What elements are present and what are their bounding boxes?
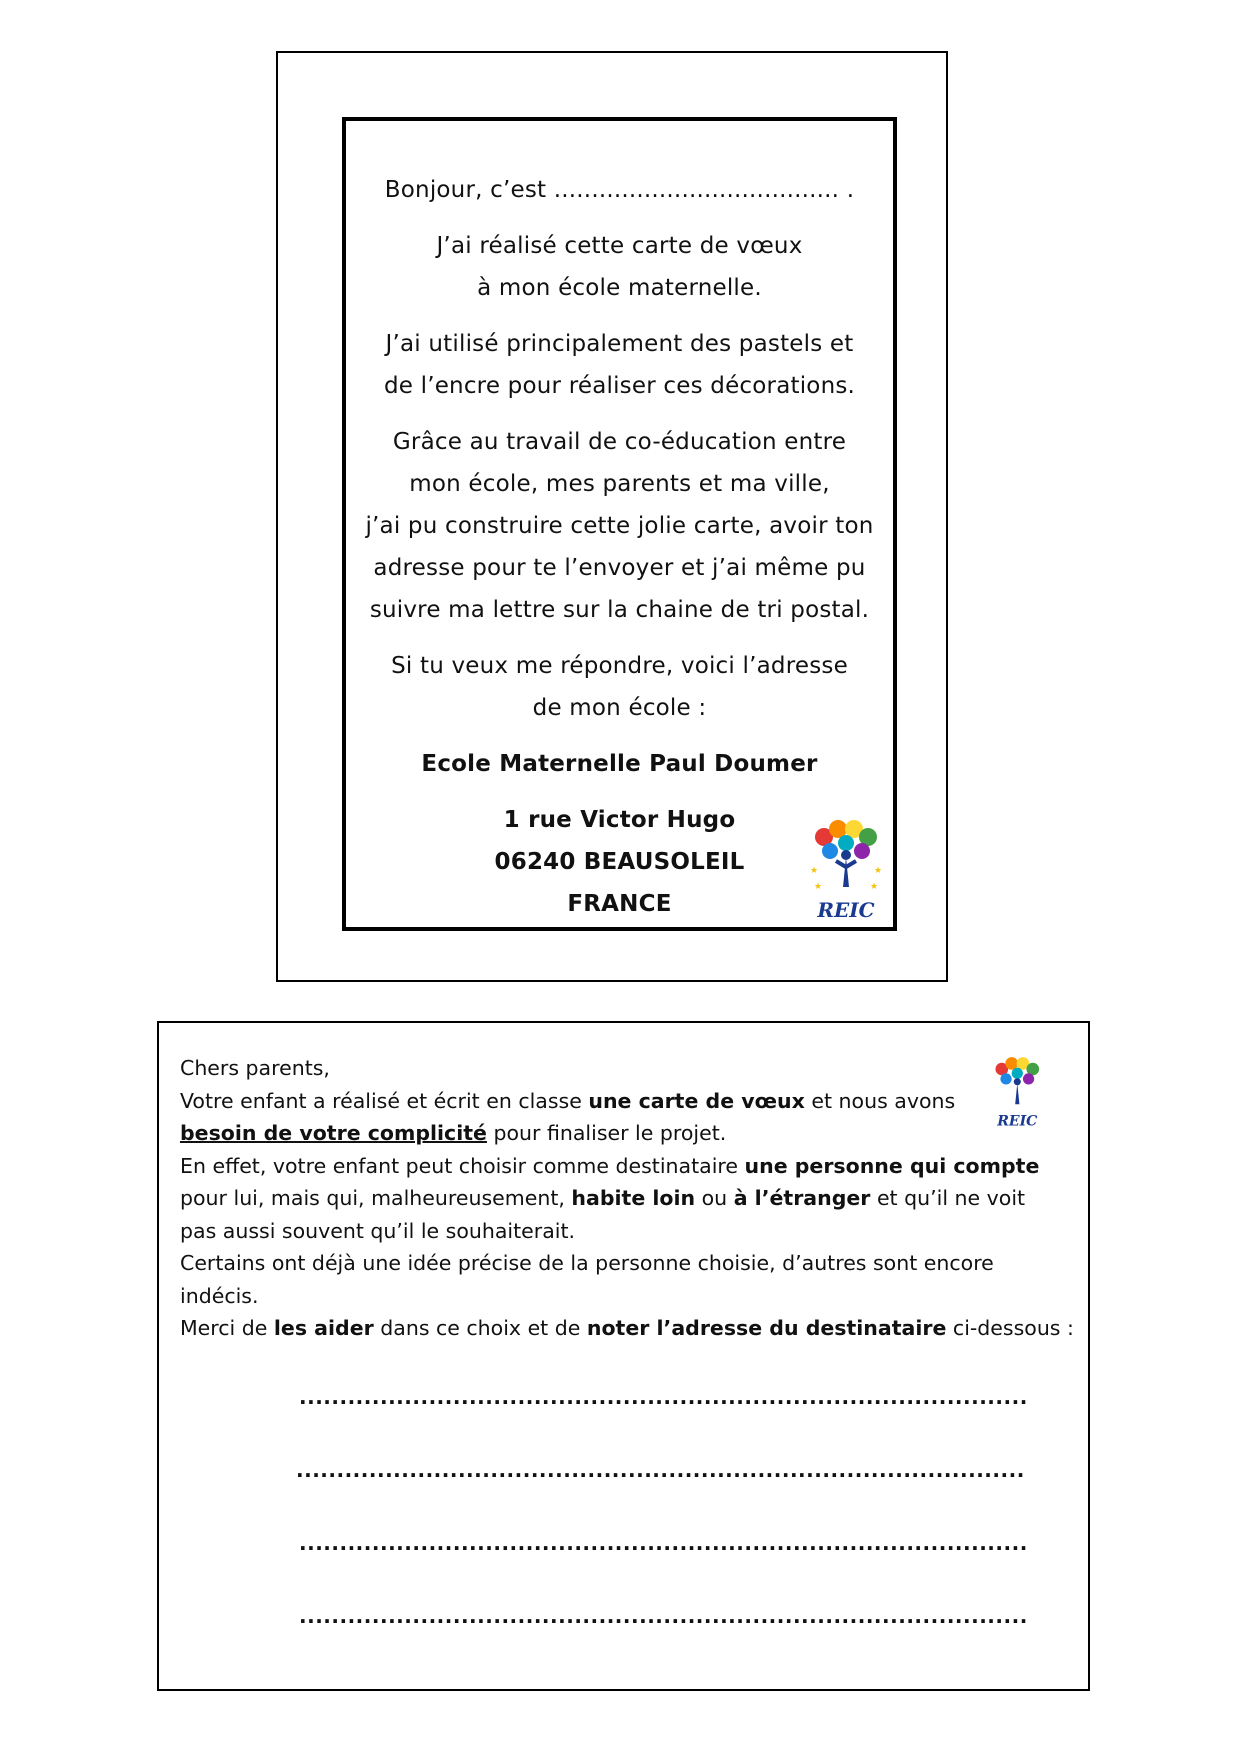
reic-logo (806, 817, 888, 925)
note-line: pour lui, mais qui, malheureusement, habite loin ou à l’étranger et qu’il ne voit (180, 1186, 1026, 1210)
card-line: j’ai pu construire cette jolie carte, avoir ton (365, 513, 874, 539)
card-line: suivre ma lettre sur la chaine de tri postal. (369, 597, 870, 623)
address-line-1[interactable]: .......................................................................................... (299, 1385, 1028, 1409)
card-message (346, 169, 893, 925)
card-greeting: Bonjour, c’est ...................................... . (384, 177, 855, 203)
svg-text:★: ★ (814, 882, 823, 892)
note-salutation: Chers parents, (180, 1056, 330, 1080)
address-country: FRANCE (567, 891, 672, 917)
note-line: Votre enfant a réalisé et écrit en classe une carte de vœux et nous avons (180, 1088, 956, 1113)
address-line-3[interactable]: .......................................................................................... (299, 1531, 1028, 1555)
card-line: J’ai réalisé cette carte de vœux (436, 233, 803, 259)
address-city: 06240 BEAUSOLEIL (494, 849, 745, 875)
card-line: de mon école : (532, 695, 707, 721)
note-line: besoin de votre complicité pour finaliser le projet. (180, 1121, 727, 1145)
svg-text:★: ★ (810, 866, 819, 876)
note-body (180, 1052, 1074, 1345)
address-line-2[interactable]: .......................................................................................... (296, 1458, 1025, 1482)
note-line: pas aussi souvent qu’il le souhaiterait. (180, 1218, 576, 1243)
card-line: Si tu veux me répondre, voici l’adresse (391, 653, 848, 679)
card-line: mon école, mes parents et ma ville, (409, 471, 830, 497)
address-line-4[interactable]: .......................................................................................... (299, 1604, 1028, 1628)
note-line: indécis. (180, 1283, 259, 1308)
svg-text:★: ★ (870, 882, 879, 892)
parents-note (157, 1021, 1090, 1691)
svg-text:★: ★ (874, 866, 883, 876)
greeting-card (342, 117, 897, 931)
card-line: Grâce au travail de co-éducation entre (392, 429, 847, 455)
address-street: 1 rue Victor Hugo (503, 807, 736, 833)
note-line: Certains ont déjà une idée précise de la personne choisie, d’autres sont encore (180, 1251, 994, 1275)
card-line: à mon école maternelle. (477, 275, 762, 301)
card-line: adresse pour te l’envoyer et j’ai même pu (373, 555, 866, 581)
svg-text:REIC: REIC (997, 1113, 1038, 1130)
note-line: En effet, votre enfant peut choisir comme destinataire une personne qui compte (180, 1153, 1040, 1178)
school-name: Ecole Maternelle Paul Doumer (421, 751, 818, 777)
card-line: de l’encre pour réaliser ces décorations. (383, 373, 856, 399)
svg-text:REIC: REIC (817, 898, 875, 922)
card-line: J’ai utilisé principalement des pastels et (385, 331, 854, 357)
reic-logo-small (989, 1055, 1047, 1131)
note-line: Merci de les aider dans ce choix et de noter l’adresse du destinataire ci-dessous : (180, 1316, 1074, 1340)
